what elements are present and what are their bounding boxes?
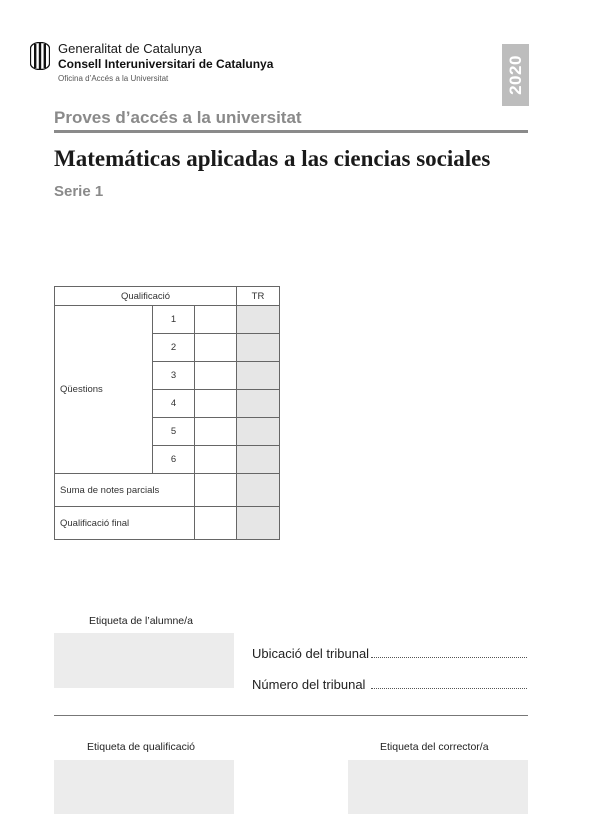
question-number: 4 — [153, 390, 195, 418]
grade-label-caption: Etiqueta de qualificació — [87, 741, 195, 753]
question-number: 3 — [153, 362, 195, 390]
org-name-oficina: Oficina d’Accés a la Universitat — [58, 74, 169, 83]
table-row — [55, 474, 280, 507]
partial-sum-cell[interactable] — [195, 474, 237, 507]
tr-cell[interactable] — [237, 390, 280, 418]
table-row — [55, 507, 280, 540]
corrector-label-box[interactable] — [348, 760, 528, 814]
header-divider — [54, 130, 528, 133]
grade-label-box[interactable] — [54, 760, 234, 814]
grade-cell[interactable] — [195, 446, 237, 474]
final-grade-label: Qualificació final — [55, 507, 195, 540]
question-number: 1 — [153, 306, 195, 334]
section-divider — [54, 715, 528, 716]
table-row — [55, 306, 280, 334]
grade-cell[interactable] — [195, 306, 237, 334]
exam-title: Proves d’accés a la universitat — [54, 108, 302, 127]
partial-sum-label: Suma de notes parcials — [55, 474, 195, 507]
questions-label: Qüestions — [55, 306, 153, 474]
tr-cell[interactable] — [237, 306, 280, 334]
tribunal-number-field[interactable] — [371, 688, 527, 689]
tribunal-location-label: Ubicació del tribunal — [252, 646, 370, 661]
tr-cell[interactable] — [237, 418, 280, 446]
year-text: 2020 — [505, 55, 525, 95]
subject-title: Matemáticas aplicadas a las ciencias sociales — [54, 146, 491, 171]
partial-sum-tr-cell[interactable] — [237, 474, 280, 507]
corrector-label-caption: Etiqueta del corrector/a — [380, 741, 489, 753]
tribunal-number-label: Número del tribunal — [252, 677, 366, 692]
question-number: 2 — [153, 334, 195, 362]
final-grade-tr-cell[interactable] — [237, 507, 280, 540]
grade-header-label: Qualificació — [55, 287, 237, 306]
grade-cell[interactable] — [195, 334, 237, 362]
grade-cell[interactable] — [195, 362, 237, 390]
student-label-box[interactable] — [54, 633, 234, 688]
generalitat-logo-icon — [30, 42, 50, 70]
grade-cell[interactable] — [195, 390, 237, 418]
org-name-consell: Consell Interuniversitari de Catalunya — [58, 57, 274, 71]
org-name-generalitat: Generalitat de Catalunya — [58, 41, 202, 56]
student-label-caption: Etiqueta de l’alumne/a — [89, 615, 193, 627]
final-grade-cell[interactable] — [195, 507, 237, 540]
grade-cell[interactable] — [195, 418, 237, 446]
tr-cell[interactable] — [237, 334, 280, 362]
grade-table — [54, 286, 280, 540]
question-number: 6 — [153, 446, 195, 474]
grade-table-header-row — [55, 287, 280, 306]
year-badge — [502, 44, 529, 106]
grade-header-tr: TR — [237, 287, 280, 306]
tr-cell[interactable] — [237, 362, 280, 390]
series-label: Serie 1 — [54, 183, 104, 200]
tribunal-location-field[interactable] — [371, 657, 527, 658]
tr-cell[interactable] — [237, 446, 280, 474]
question-number: 5 — [153, 418, 195, 446]
